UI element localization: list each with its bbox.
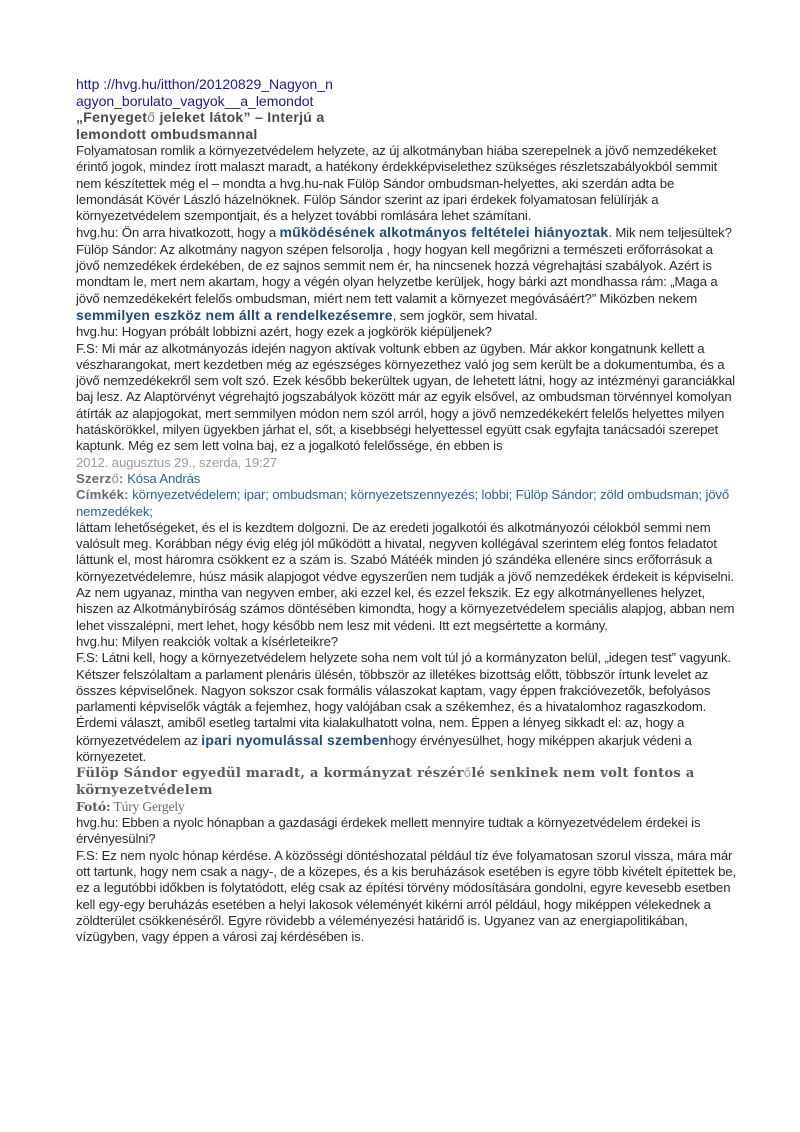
highlight-link[interactable]: semmilyen eszköz nem állt a rendelkezésemre — [76, 306, 393, 323]
photo-credit — [76, 799, 736, 815]
question-1: hvg.hu: Ön arra hivatkozott, hogy a működésének alkotmányos feltételei hiányoztak. Mik nem teljesültek? — [76, 224, 732, 241]
author-label: Szerző: — [76, 470, 124, 486]
source-url-line-1[interactable]: http ://hvg.hu/itthon/20120829_Nagyon_n — [76, 76, 333, 92]
author-link[interactable]: Kósa András — [127, 470, 201, 486]
author-line — [76, 471, 736, 487]
question-3: hvg.hu: Milyen reakciók voltak a kísérleteikre? — [76, 633, 338, 649]
photo-caption: Fülöp Sándor egyedül maradt, a kormányzat részérőlé senkinek nem volt fontos a környezetvédelem — [76, 765, 695, 798]
highlight-link[interactable]: működésének alkotmányos feltételei hiányoztak — [279, 224, 609, 241]
answer-1: Fülöp Sándor: Az alkotmány nagyon szépen felsorolja , hogy hogyan kell megőrizni a természeti erőforrásokat a jövő nemzedékek érdekében, de ez sajnos semmit nem ér, ha nincsenek hozzá végrehajtási szabályok. Azért is mondtam le, mert nem akartam, hogy a végén olyan helyzetbe kerüljek, hogy bárki azt mondhassa rám: „Maga a jövő nemzedékekért felelős ombudsman, miért nem tett valamit a környezet megóvásáért?” Miközben nekem semmilyen eszköz nem állt a rendelkezésemre, sem jogkör, sem hivatal. — [76, 241, 718, 323]
highlight-link[interactable]: ipari nyomulással szemben — [201, 731, 389, 748]
publish-date: 2012. augusztus 29., szerda, 19:27 — [76, 454, 277, 470]
question-4: hvg.hu: Ebben a nyolc hónapban a gazdasági érdekek mellett mennyire tudtak a környezetvédelem érdekei is érvényesülni? — [76, 815, 701, 847]
answer-3: F.S: Látni kell, hogy a környezetvédelem helyzete soha nem volt túl jó a kormányzaton belül, „idegen test” vagyunk. Kétszer felszólaltam a parlament plenáris ülésén, többször az illetékes bizottság előtt, többször írtunk levelet az összes képviselőnek. Nagyon sokszor csak formális válaszokat kaptam, vagy éppen frakcióvezetők, befolyásos parlamenti képviselők vágták a fejemhez, hogy valójában csak a székemhez, és a hivatalomhoz ragaszkodom. Érdemi választ, amiből esetleg tartalmi vita kialakulhatott volna, nem. Éppen a lényeg sikkadt el: az, hogy a környezetvédelem az ipari nyomulással szembenhogy érvényesülhet, hogy miképpen akarjuk védeni a környezetet. — [76, 650, 731, 764]
photo-credit-label: Fotó: — [76, 798, 111, 814]
article-lead: Folyamatosan romlik a környezetvédelem helyzete, az új alkotmányban hiába szerepelnek a jövő nemzedékeket érintő jogok, mindez írott malaszt maradt, a hatékony érdekképviselethez szükséges részletszabályokból semmit nem készítettek még el – mondta a hvg.hu-nak Fülöp Sándor ombudsman-helyettes, aki szerdán adta be lemondását Kövér László házelnöknek. Fülöp Sándor szerint az ipari érdekek folyamatosan felülírják a környezetvédelem szempontjait, és a helyzet további romlására lehet számítani. — [76, 143, 718, 224]
photo-credit-name: Túry Gergely — [110, 798, 185, 814]
source-url[interactable] — [76, 76, 736, 109]
answer-4: F.S: Ez nem nyolc hónap kérdése. A közösségi döntéshozatal például tíz éve folyamatosan szorul vissza, mára már ott tartunk, hogy nem csak a nagy-, de a közepes, és a kis beruházások esetében is egyre több kivételt építettek be, ez a legutóbbi időkben is folytatódott, elég csak az építési törvény módosítására gondolni, egyre kevesebb esetben kell egy-egy beruházás esetében a helyi lakosok véleményét kikérni arról például, hogy miképpen vélekednek a zöldterület csökkenéséről. Egyre rövidebb a véleményezési határidő is. Ugyanez van az energiapolitikában, vízügyben, vagy éppen a városi zaj kérdésében is. — [76, 847, 736, 945]
tags-list[interactable]: környezetvédelem; ipar; ombudsman; környezetszennyezés; lobbi; Fülöp Sándor; zöld ombudsman; jövő nemzedékek; — [76, 487, 730, 519]
answer-2-part-2: láttam lehetőségeket, és el is kezdtem dolgozni. De az eredeti jogalkotói és alkotmányozói célokból semmi nem valósult meg. Korábban négy évig elég jól működött a hivatal, negyven kollégával szerintem elég fontos feladatot láttunk el, most háromra csökkent ez a szám is. Szabó Mátéék minden jó szándéka ellenére sincs erőforrásuk a környezetvédelemre, húsz másik alapjogot védve egyszerűen nem tudják a jövő nemzedékek érdekeit is képviselni. Az nem ugyanaz, mintha van negyven ember, aki ezzel kel, és ezzel fekszik. Ez egy alkotmányellenes helyzet, hiszen az Alkotmánybíróság számos döntésében kimondta, hogy a környezetvédelem speciális alapjog, abban nem lehet visszalépni, mert lehet, hogy később nem lesz mit védeni. Itt ezt megsértette a kormány. — [76, 519, 735, 633]
source-url-line-2[interactable]: agyon_borulato_vagyok__a_lemondot — [76, 92, 314, 109]
article-title: „Fenyegető jeleket látok” – Interjú a lemondott ombudsmannal — [76, 109, 325, 142]
tags-label: Címkék: — [76, 487, 129, 503]
document-page — [76, 76, 736, 946]
question-2: hvg.hu: Hogyan próbált lobbizni azért, hogy ezek a jogkörök kiépüljenek? — [76, 324, 492, 340]
answer-2-part-1: F.S: Mi már az alkotmányozás idején nagyon aktívak voltunk ebben az ügyben. Már akkor kongatnunk kellett a vészharangokat, mert kezdetben még az egészséges környezethez való jog sem került be a dokumentumba, és a jövő nemzedékekről sem volt szó. Ezek később bekerültek ugyan, de lehetett látni, hogy az intézményi garanciákkal baj lesz. Az Alaptörvényt végrehajtó jogszabályok között már az egyik elsővel, az ombudsman törvénnyel komolyan átírták az alapjogokat, mert semmilyen módon nem szól arról, hogy a jövő nemzedékekért felelős helyettes milyen hatáskörökkel, milyen ügyekben járhat el, sőt, a kisebbségi helyettessel együtt csak egyfajta tanácsadói szerepet kaptunk. Még ez sem lett volna baj, ez a jogalkotó felelőssége, én ebben is — [76, 340, 735, 454]
tags-line — [76, 487, 736, 520]
